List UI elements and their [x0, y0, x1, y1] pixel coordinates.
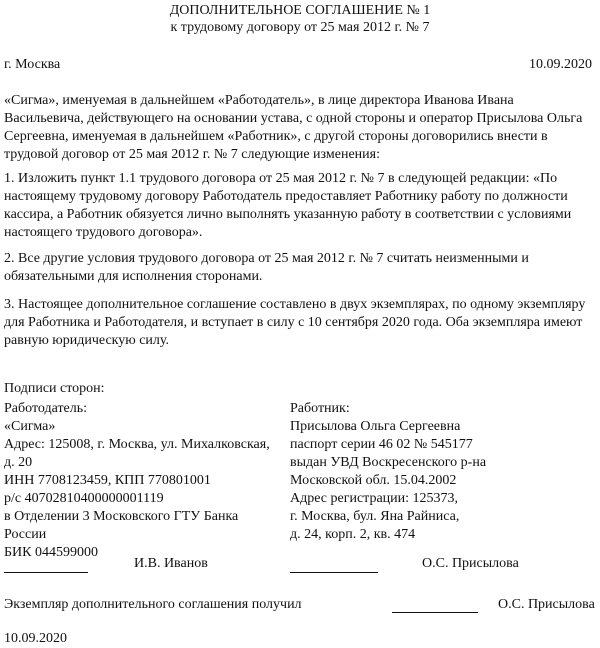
intro-line: трудовой договор от 25 мая 2012 г. № 7 следующие изменения: — [4, 147, 380, 162]
clause-1-line: настоящего трудового договора». — [4, 225, 203, 240]
intro-paragraph — [4, 92, 596, 164]
employer-details — [4, 400, 270, 562]
employer-line: д. 20 — [4, 455, 33, 470]
intro-line: Сергеевна, именуемая в дальнейшем «Работник», с другой стороны договорились внести в — [4, 129, 548, 144]
employer-line: ИНН 7708123459, КПП 770801001 — [4, 473, 211, 488]
clause-3-line: равную юридическую силу. — [4, 333, 170, 348]
employee-line: Работник: — [290, 401, 350, 416]
footer-date: 10.09.2020 — [4, 631, 67, 646]
employer-line: БИК 044599000 — [4, 545, 98, 560]
clause-2-line: 2. Все другие условия трудового договора от 25 мая 2012 г. № 7 считать неизменными и — [4, 251, 529, 266]
employee-line: паспорт серии 46 02 № 545177 — [290, 437, 473, 452]
clause-3-line: для Работника и Работодателя, и вступает в силу с 10 сентября 2020 года. Оба экземпляра имеют — [4, 315, 583, 330]
copy-received-text: Экземпляр дополнительного соглашения получил — [4, 597, 302, 612]
employee-line: Присылова Ольга Сергеевна — [290, 419, 461, 434]
clause-2 — [4, 250, 596, 286]
employee-line: Адрес регистрации: 125373, — [290, 491, 459, 506]
intro-line: «Сигма», именуемая в дальнейшем «Работодатель», в лице директора Иванова Ивана — [4, 93, 514, 108]
employer-line: «Сигма» — [4, 419, 56, 434]
document-date: 10.09.2020 — [529, 57, 592, 72]
clause-3-line: 3. Настоящее дополнительное соглашение составлено в двух экземплярах, по одному экземпляру — [4, 297, 586, 312]
employee-line: г. Москва, бул. Яна Райниса, — [290, 509, 460, 524]
employee-signer: О.С. Присылова — [422, 556, 519, 571]
employer-line: р/с 40702810400000001119 — [4, 491, 164, 506]
employer-line: России — [4, 527, 47, 542]
clause-2-line: обязательными для исполнения сторонами. — [4, 269, 263, 284]
employer-line: Работодатель: — [4, 401, 88, 416]
employee-details — [290, 400, 486, 544]
clause-1-line: кассира, а Работник обязуется лично выполнять указанную работу в соответствии с условиями — [4, 207, 572, 222]
clause-1-line: настоящему трудовому договору Работодатель предоставляет Работнику работу по должности — [4, 189, 568, 204]
intro-line: Васильевича, действующего на основании устава, с одной стороны и оператор Присылова Ольга — [4, 111, 583, 126]
copy-signer: О.С. Присылова — [498, 597, 595, 612]
employee-line: выдан УВД Воскресенского р-на — [290, 455, 487, 470]
document-title: ДОПОЛНИТЕЛЬНОЕ СОГЛАШЕНИЕ № 1 — [169, 3, 431, 18]
employee-line: Московской обл. 15.04.2002 — [290, 473, 457, 488]
document-subtitle: к трудовому договору от 25 мая 2012 г. № 7 — [170, 20, 430, 35]
clause-1-line: 1. Изложить пункт 1.1 трудового договора от 25 мая 2012 г. № 7 в следующей редакции: «По — [4, 171, 558, 186]
clause-1 — [4, 170, 596, 242]
employee-signature-line — [290, 572, 378, 573]
clause-3 — [4, 296, 596, 350]
copy-signature-line — [392, 612, 478, 613]
employee-line: д. 24, корп. 2, кв. 474 — [290, 527, 416, 542]
signatures-heading: Подписи сторон: — [4, 381, 105, 396]
employer-line: в Отделении 3 Московского ГТУ Банка — [4, 509, 239, 524]
employer-line: Адрес: 125008, г. Москва, ул. Михалковская, — [4, 437, 270, 452]
city: г. Москва — [4, 57, 61, 72]
employer-signer: И.В. Иванов — [134, 556, 208, 571]
employer-signature-line — [4, 572, 88, 573]
